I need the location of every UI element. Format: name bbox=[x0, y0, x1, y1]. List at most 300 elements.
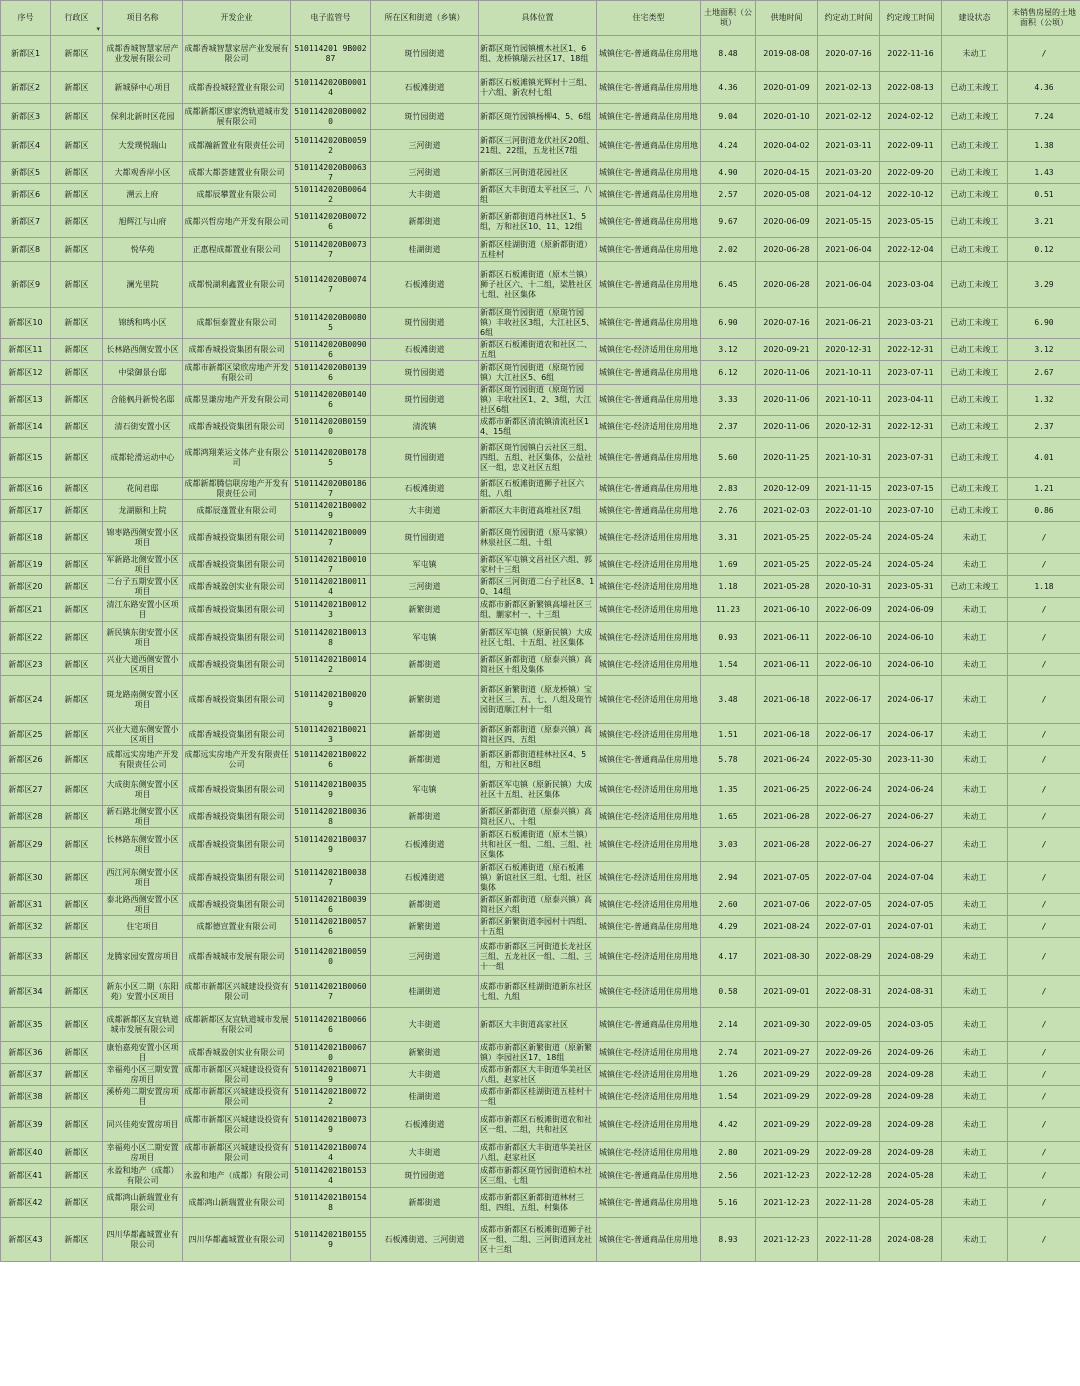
cell-land-area[interactable]: 5.78 bbox=[701, 746, 756, 774]
cell-supply-date[interactable]: 2021-09-30 bbox=[756, 1008, 818, 1042]
cell-housing-type[interactable]: 城镇住宅-普通商品住房用地 bbox=[597, 361, 701, 385]
cell-district[interactable]: 新都区 bbox=[51, 72, 103, 104]
cell-start-date[interactable]: 2022-05-24 bbox=[818, 554, 880, 576]
cell-start-date[interactable]: 2021-02-12 bbox=[818, 104, 880, 130]
cell-unsold-area[interactable]: 2.67 bbox=[1008, 361, 1080, 385]
cell-developer[interactable]: 成都瀚新置业有限责任公司 bbox=[183, 130, 291, 162]
cell-district[interactable]: 新都区 bbox=[51, 654, 103, 676]
cell-developer[interactable]: 成都香城投资集团有限公司 bbox=[183, 828, 291, 862]
cell-index[interactable]: 新都区5 bbox=[1, 162, 51, 184]
cell-unsold-area[interactable]: / bbox=[1008, 1142, 1080, 1164]
cell-start-date[interactable]: 2022-11-28 bbox=[818, 1218, 880, 1262]
cell-index[interactable]: 新都区36 bbox=[1, 1042, 51, 1064]
cell-status[interactable]: 已动工未竣工 bbox=[942, 385, 1008, 416]
cell-location[interactable]: 新都区石板滩街道（原木兰镇）共和社区一组、二组、三组、社区集体 bbox=[479, 828, 597, 862]
cell-housing-type[interactable]: 城镇住宅-经济适用住房用地 bbox=[597, 894, 701, 916]
cell-developer[interactable]: 成都香城投资集团有限公司 bbox=[183, 894, 291, 916]
cell-completion-date[interactable]: 2023-03-21 bbox=[880, 308, 942, 339]
cell-district[interactable]: 新都区 bbox=[51, 130, 103, 162]
cell-housing-type[interactable]: 城镇住宅-经济适用住房用地 bbox=[597, 1108, 701, 1142]
cell-start-date[interactable]: 2020-12-31 bbox=[818, 339, 880, 361]
cell-start-date[interactable]: 2022-06-10 bbox=[818, 654, 880, 676]
cell-supply-date[interactable]: 2020-09-21 bbox=[756, 339, 818, 361]
cell-project-name[interactable]: 保利北新时区花园 bbox=[103, 104, 183, 130]
cell-supervision-no[interactable]: 5101142021B00097 bbox=[291, 522, 371, 554]
cell-street[interactable]: 斑竹园街道 bbox=[371, 438, 479, 478]
cell-street[interactable]: 新都街道 bbox=[371, 894, 479, 916]
cell-location[interactable]: 新都区军屯镇文昌社区六组、郭家村十三组 bbox=[479, 554, 597, 576]
cell-district[interactable]: 新都区 bbox=[51, 206, 103, 238]
cell-supervision-no[interactable]: 5101142021B00142 bbox=[291, 654, 371, 676]
cell-supervision-no[interactable]: 5101142021B00226 bbox=[291, 746, 371, 774]
cell-supply-date[interactable]: 2021-06-18 bbox=[756, 724, 818, 746]
cell-index[interactable]: 新都区14 bbox=[1, 416, 51, 438]
cell-index[interactable]: 新都区21 bbox=[1, 598, 51, 622]
cell-completion-date[interactable]: 2024-09-26 bbox=[880, 1042, 942, 1064]
cell-start-date[interactable]: 2022-05-30 bbox=[818, 746, 880, 774]
cell-start-date[interactable]: 2021-05-15 bbox=[818, 206, 880, 238]
cell-street[interactable]: 新都街道 bbox=[371, 746, 479, 774]
cell-street[interactable]: 石板滩街道 bbox=[371, 339, 479, 361]
cell-land-area[interactable]: 6.90 bbox=[701, 308, 756, 339]
cell-completion-date[interactable]: 2024-08-31 bbox=[880, 976, 942, 1008]
cell-location[interactable]: 新都区斑竹园街道（原斑竹园镇）丰收社区3组，大江社区5、6组 bbox=[479, 308, 597, 339]
cell-developer[interactable]: 成都悦湖利鑫置业有限公司 bbox=[183, 262, 291, 308]
cell-unsold-area[interactable]: / bbox=[1008, 806, 1080, 828]
cell-supervision-no[interactable]: 5101142020B00642 bbox=[291, 184, 371, 206]
cell-district[interactable]: 新都区 bbox=[51, 746, 103, 774]
cell-index[interactable]: 新都区22 bbox=[1, 622, 51, 654]
cell-project-name[interactable]: 清石街安置小区 bbox=[103, 416, 183, 438]
cell-district[interactable]: 新都区 bbox=[51, 478, 103, 500]
cell-district[interactable]: 新都区 bbox=[51, 500, 103, 522]
cell-completion-date[interactable]: 2022-12-31 bbox=[880, 416, 942, 438]
cell-start-date[interactable]: 2021-11-15 bbox=[818, 478, 880, 500]
cell-district[interactable]: 新都区 bbox=[51, 262, 103, 308]
cell-completion-date[interactable]: 2023-04-11 bbox=[880, 385, 942, 416]
cell-supervision-no[interactable]: 5101142021B00359 bbox=[291, 774, 371, 806]
cell-land-area[interactable]: 4.90 bbox=[701, 162, 756, 184]
cell-supply-date[interactable]: 2021-06-24 bbox=[756, 746, 818, 774]
cell-housing-type[interactable]: 城镇住宅-经济适用住房用地 bbox=[597, 676, 701, 724]
cell-street[interactable]: 斑竹园街道 bbox=[371, 385, 479, 416]
cell-location[interactable]: 新都区大丰街道太平社区三、八组 bbox=[479, 184, 597, 206]
cell-land-area[interactable]: 3.03 bbox=[701, 828, 756, 862]
cell-location[interactable]: 新都区新繁街道李园村十四组、十五组 bbox=[479, 916, 597, 938]
cell-supervision-no[interactable]: 5101142021B00396 bbox=[291, 894, 371, 916]
cell-status[interactable]: 未动工 bbox=[942, 1142, 1008, 1164]
cell-location[interactable]: 新都区军屯镇（原新民镇）大成社区十五组、社区集体 bbox=[479, 774, 597, 806]
cell-street[interactable]: 斑竹园街道 bbox=[371, 104, 479, 130]
cell-district[interactable]: 新都区 bbox=[51, 976, 103, 1008]
cell-housing-type[interactable]: 城镇住宅-经济适用住房用地 bbox=[597, 1086, 701, 1108]
cell-project-name[interactable]: 幸福苑小区二期安置房项目 bbox=[103, 1142, 183, 1164]
cell-supervision-no[interactable]: 5101142021B00739 bbox=[291, 1108, 371, 1142]
col-header-developer[interactable]: 开发企业 bbox=[183, 1, 291, 36]
cell-location[interactable]: 新都区新都街道桂林社区4、5组，万和社区8组 bbox=[479, 746, 597, 774]
cell-location[interactable]: 新都区大丰街道高堆社区7组 bbox=[479, 500, 597, 522]
col-header-status[interactable]: 建设状态 bbox=[942, 1, 1008, 36]
cell-location[interactable]: 成都市新都区大丰街道华美社区八组、赵家社区 bbox=[479, 1064, 597, 1086]
cell-land-area[interactable]: 6.45 bbox=[701, 262, 756, 308]
cell-start-date[interactable]: 2022-06-17 bbox=[818, 676, 880, 724]
cell-start-date[interactable]: 2022-06-27 bbox=[818, 828, 880, 862]
cell-project-name[interactable]: 锦枣路西侧安置小区项目 bbox=[103, 522, 183, 554]
cell-start-date[interactable]: 2022-06-10 bbox=[818, 622, 880, 654]
cell-developer[interactable]: 成都市新都区兴城建设投资有限公司 bbox=[183, 976, 291, 1008]
cell-location[interactable]: 成都市新都区新繁镇高墙社区三组、蒯家村一、十三组 bbox=[479, 598, 597, 622]
cell-completion-date[interactable]: 2024-06-27 bbox=[880, 806, 942, 828]
cell-location[interactable]: 成都市新都区桂湖街道五桂村十一组 bbox=[479, 1086, 597, 1108]
cell-supervision-no[interactable]: 5101142020B01590 bbox=[291, 416, 371, 438]
cell-status[interactable]: 未动工 bbox=[942, 1008, 1008, 1042]
cell-supply-date[interactable]: 2020-07-16 bbox=[756, 308, 818, 339]
cell-index[interactable]: 新都区35 bbox=[1, 1008, 51, 1042]
cell-completion-date[interactable]: 2024-07-01 bbox=[880, 916, 942, 938]
col-header-index[interactable]: 序号 bbox=[1, 1, 51, 36]
cell-unsold-area[interactable]: / bbox=[1008, 828, 1080, 862]
cell-start-date[interactable]: 2021-06-21 bbox=[818, 308, 880, 339]
cell-completion-date[interactable]: 2022-10-12 bbox=[880, 184, 942, 206]
cell-location[interactable]: 新都区新都街道（原泰兴镇）高简社区四、五组 bbox=[479, 724, 597, 746]
cell-street[interactable]: 石板滩街道 bbox=[371, 72, 479, 104]
cell-housing-type[interactable]: 城镇住宅-经济适用住房用地 bbox=[597, 554, 701, 576]
cell-completion-date[interactable]: 2022-09-20 bbox=[880, 162, 942, 184]
cell-housing-type[interactable]: 城镇住宅-普通商品住房用地 bbox=[597, 184, 701, 206]
cell-supply-date[interactable]: 2020-11-06 bbox=[756, 416, 818, 438]
cell-location[interactable]: 新都区斑竹园街道（原马家镇）林泉社区二组、十组 bbox=[479, 522, 597, 554]
cell-status[interactable]: 已动工未竣工 bbox=[942, 361, 1008, 385]
cell-street[interactable]: 桂湖街道 bbox=[371, 238, 479, 262]
cell-start-date[interactable]: 2022-08-31 bbox=[818, 976, 880, 1008]
cell-unsold-area[interactable]: 2.37 bbox=[1008, 416, 1080, 438]
cell-unsold-area[interactable]: 4.36 bbox=[1008, 72, 1080, 104]
cell-district[interactable]: 新都区 bbox=[51, 676, 103, 724]
cell-district[interactable]: 新都区 bbox=[51, 622, 103, 654]
cell-location[interactable]: 新都区三河街道二台子社区8、10、14组 bbox=[479, 576, 597, 598]
cell-district[interactable]: 新都区 bbox=[51, 894, 103, 916]
cell-land-area[interactable]: 4.42 bbox=[701, 1108, 756, 1142]
cell-housing-type[interactable]: 城镇住宅-经济适用住房用地 bbox=[597, 576, 701, 598]
cell-district[interactable]: 新都区 bbox=[51, 828, 103, 862]
cell-location[interactable]: 新都区石板滩街道狮子社区六组、八组 bbox=[479, 478, 597, 500]
cell-unsold-area[interactable]: / bbox=[1008, 676, 1080, 724]
cell-project-name[interactable]: 成都远实房地产开发有限责任公司 bbox=[103, 746, 183, 774]
cell-developer[interactable]: 正惠程成都置业有限公司 bbox=[183, 238, 291, 262]
cell-district[interactable]: 新都区 bbox=[51, 308, 103, 339]
cell-start-date[interactable]: 2021-10-11 bbox=[818, 385, 880, 416]
cell-land-area[interactable]: 6.12 bbox=[701, 361, 756, 385]
cell-location[interactable]: 新都区石板滩街道（原木兰镇）狮子社区六、十二组，梁胜社区七组、社区集体 bbox=[479, 262, 597, 308]
cell-land-area[interactable]: 3.12 bbox=[701, 339, 756, 361]
cell-supply-date[interactable]: 2021-08-30 bbox=[756, 938, 818, 976]
cell-land-area[interactable]: 3.33 bbox=[701, 385, 756, 416]
cell-supervision-no[interactable]: 5101142021B00213 bbox=[291, 724, 371, 746]
cell-unsold-area[interactable]: / bbox=[1008, 1108, 1080, 1142]
cell-supply-date[interactable]: 2020-04-15 bbox=[756, 162, 818, 184]
cell-district[interactable]: 新都区 bbox=[51, 104, 103, 130]
cell-unsold-area[interactable]: 1.43 bbox=[1008, 162, 1080, 184]
cell-supply-date[interactable]: 2021-06-18 bbox=[756, 676, 818, 724]
cell-status[interactable]: 已动工未竣工 bbox=[942, 72, 1008, 104]
cell-completion-date[interactable]: 2023-03-04 bbox=[880, 262, 942, 308]
cell-street[interactable]: 石板滩街道 bbox=[371, 828, 479, 862]
cell-supervision-no[interactable]: 5101142021B00138 bbox=[291, 622, 371, 654]
cell-unsold-area[interactable]: / bbox=[1008, 724, 1080, 746]
cell-completion-date[interactable]: 2023-07-11 bbox=[880, 361, 942, 385]
cell-unsold-area[interactable]: / bbox=[1008, 1218, 1080, 1262]
cell-location[interactable]: 成都市新都区石板滩街道狮子社区一组、二组、三河街道回龙社区十三组 bbox=[479, 1218, 597, 1262]
cell-supervision-no[interactable]: 5101142021B01534 bbox=[291, 1164, 371, 1188]
cell-street[interactable]: 新繁街道 bbox=[371, 1042, 479, 1064]
cell-housing-type[interactable]: 城镇住宅-普通商品住房用地 bbox=[597, 1218, 701, 1262]
cell-supply-date[interactable]: 2021-05-25 bbox=[756, 522, 818, 554]
cell-developer[interactable]: 成都兴哲房地产开发有限公司 bbox=[183, 206, 291, 238]
cell-location[interactable]: 新都区新都街道肖林社区1、5组，万和社区10、11、12组 bbox=[479, 206, 597, 238]
cell-location[interactable]: 成都市新都区石板滩街道农和社区一组、二组，共和社区 bbox=[479, 1108, 597, 1142]
cell-district[interactable]: 新都区 bbox=[51, 1164, 103, 1188]
cell-street[interactable]: 石板滩街道 bbox=[371, 862, 479, 894]
cell-supervision-no[interactable]: 5101142020B00726 bbox=[291, 206, 371, 238]
col-header-supply-date[interactable]: 供地时间 bbox=[756, 1, 818, 36]
cell-index[interactable]: 新都区19 bbox=[1, 554, 51, 576]
cell-street[interactable]: 新都街道 bbox=[371, 1188, 479, 1218]
cell-district[interactable]: 新都区 bbox=[51, 438, 103, 478]
cell-unsold-area[interactable]: 0.51 bbox=[1008, 184, 1080, 206]
cell-project-name[interactable]: 兴业大道西侧安置小区项目 bbox=[103, 654, 183, 676]
cell-supply-date[interactable]: 2021-09-29 bbox=[756, 1108, 818, 1142]
cell-district[interactable]: 新都区 bbox=[51, 184, 103, 206]
cell-district[interactable]: 新都区 bbox=[51, 1064, 103, 1086]
cell-completion-date[interactable]: 2023-11-30 bbox=[880, 746, 942, 774]
cell-land-area[interactable]: 1.26 bbox=[701, 1064, 756, 1086]
cell-location[interactable]: 新都区斑竹园街道（原斑竹园镇）丰收社区1、2、3组，大江社区6组 bbox=[479, 385, 597, 416]
cell-status[interactable]: 已动工未竣工 bbox=[942, 206, 1008, 238]
col-header-start-date[interactable]: 约定动工时间 bbox=[818, 1, 880, 36]
cell-start-date[interactable]: 2022-09-28 bbox=[818, 1108, 880, 1142]
cell-location[interactable]: 成都市新都区大丰街道华美社区八组、赵家社区 bbox=[479, 1142, 597, 1164]
cell-developer[interactable]: 成都香城投资集团有限公司 bbox=[183, 862, 291, 894]
cell-district[interactable]: 新都区 bbox=[51, 1086, 103, 1108]
cell-completion-date[interactable]: 2024-07-05 bbox=[880, 894, 942, 916]
cell-developer[interactable]: 成都香城投资集团有限公司 bbox=[183, 522, 291, 554]
cell-project-name[interactable]: 新城驿中心项目 bbox=[103, 72, 183, 104]
cell-street[interactable]: 石板滩街道 bbox=[371, 1108, 479, 1142]
cell-supply-date[interactable]: 2021-06-11 bbox=[756, 622, 818, 654]
cell-index[interactable]: 新都区37 bbox=[1, 1064, 51, 1086]
cell-housing-type[interactable]: 城镇住宅-普通商品住房用地 bbox=[597, 1008, 701, 1042]
cell-developer[interactable]: 成都远实房地产开发有限责任公司 bbox=[183, 746, 291, 774]
cell-unsold-area[interactable]: / bbox=[1008, 1086, 1080, 1108]
cell-land-area[interactable]: 2.80 bbox=[701, 1142, 756, 1164]
cell-project-name[interactable]: 中梁御景台邸 bbox=[103, 361, 183, 385]
cell-housing-type[interactable]: 城镇住宅-经济适用住房用地 bbox=[597, 622, 701, 654]
cell-start-date[interactable]: 2020-07-16 bbox=[818, 36, 880, 72]
cell-housing-type[interactable]: 城镇住宅-经济适用住房用地 bbox=[597, 724, 701, 746]
cell-completion-date[interactable]: 2024-05-28 bbox=[880, 1164, 942, 1188]
cell-supervision-no[interactable]: 5101142021B00387 bbox=[291, 862, 371, 894]
cell-developer[interactable]: 成都香城投资集团有限公司 bbox=[183, 806, 291, 828]
cell-housing-type[interactable]: 城镇住宅-经济适用住房用地 bbox=[597, 938, 701, 976]
cell-start-date[interactable]: 2022-08-29 bbox=[818, 938, 880, 976]
cell-status[interactable]: 未动工 bbox=[942, 522, 1008, 554]
cell-supervision-no[interactable]: 5101142020B01867 bbox=[291, 478, 371, 500]
cell-street[interactable]: 斑竹园街道 bbox=[371, 522, 479, 554]
cell-index[interactable]: 新都区1 bbox=[1, 36, 51, 72]
cell-location[interactable]: 新都区新繁街道（原龙桥镇）宝文社区三、五、七、八组及斑竹园街道顺江村十一组 bbox=[479, 676, 597, 724]
cell-street[interactable]: 大丰街道 bbox=[371, 1064, 479, 1086]
cell-street[interactable]: 桂湖街道 bbox=[371, 1086, 479, 1108]
cell-housing-type[interactable]: 城镇住宅-经济适用住房用地 bbox=[597, 1042, 701, 1064]
cell-location[interactable]: 新都区石板滩镇光辉村十三组、十六组、新农村七组 bbox=[479, 72, 597, 104]
cell-supply-date[interactable]: 2021-06-28 bbox=[756, 828, 818, 862]
cell-completion-date[interactable]: 2024-06-09 bbox=[880, 598, 942, 622]
cell-housing-type[interactable]: 城镇住宅-普通商品住房用地 bbox=[597, 130, 701, 162]
cell-land-area[interactable]: 2.83 bbox=[701, 478, 756, 500]
cell-status[interactable]: 已动工未竣工 bbox=[942, 339, 1008, 361]
cell-supply-date[interactable]: 2021-09-29 bbox=[756, 1142, 818, 1164]
cell-housing-type[interactable]: 城镇住宅-经济适用住房用地 bbox=[597, 806, 701, 828]
cell-housing-type[interactable]: 城镇住宅-普通商品住房用地 bbox=[597, 916, 701, 938]
cell-developer[interactable]: 永盈和地产（成都）有限公司 bbox=[183, 1164, 291, 1188]
cell-land-area[interactable]: 3.31 bbox=[701, 522, 756, 554]
cell-index[interactable]: 新都区20 bbox=[1, 576, 51, 598]
cell-status[interactable]: 已动工未竣工 bbox=[942, 576, 1008, 598]
cell-location[interactable]: 新都区三河街道龙伏社区20组、21组、22组，五龙社区7组 bbox=[479, 130, 597, 162]
cell-district[interactable]: 新都区 bbox=[51, 724, 103, 746]
cell-location[interactable]: 成都市新都区斑竹园街道柏木社区三组、七组 bbox=[479, 1164, 597, 1188]
cell-status[interactable]: 已动工未竣工 bbox=[942, 308, 1008, 339]
cell-project-name[interactable]: 二台子五期安置小区项目 bbox=[103, 576, 183, 598]
cell-unsold-area[interactable]: / bbox=[1008, 554, 1080, 576]
cell-completion-date[interactable]: 2023-07-10 bbox=[880, 500, 942, 522]
cell-status[interactable]: 未动工 bbox=[942, 598, 1008, 622]
cell-status[interactable]: 未动工 bbox=[942, 774, 1008, 806]
cell-developer[interactable]: 成都鸿山新瑞置业有限公司 bbox=[183, 1188, 291, 1218]
cell-start-date[interactable]: 2022-09-28 bbox=[818, 1142, 880, 1164]
cell-housing-type[interactable]: 城镇住宅-经济适用住房用地 bbox=[597, 774, 701, 806]
cell-status[interactable]: 未动工 bbox=[942, 862, 1008, 894]
cell-housing-type[interactable]: 城镇住宅-普通商品住房用地 bbox=[597, 262, 701, 308]
cell-developer[interactable]: 成都香城投资集团有限公司 bbox=[183, 724, 291, 746]
cell-index[interactable]: 新都区28 bbox=[1, 806, 51, 828]
cell-location[interactable]: 成都市新都区新都街道林材三组、四组、五组、村集体 bbox=[479, 1188, 597, 1218]
cell-street[interactable]: 斑竹园街道 bbox=[371, 1164, 479, 1188]
cell-street[interactable]: 大丰街道 bbox=[371, 1142, 479, 1164]
cell-supply-date[interactable]: 2021-05-25 bbox=[756, 554, 818, 576]
cell-supply-date[interactable]: 2021-07-05 bbox=[756, 862, 818, 894]
cell-completion-date[interactable]: 2024-05-24 bbox=[880, 554, 942, 576]
cell-index[interactable]: 新都区6 bbox=[1, 184, 51, 206]
cell-supervision-no[interactable]: 5101142021B00607 bbox=[291, 976, 371, 1008]
cell-unsold-area[interactable]: / bbox=[1008, 862, 1080, 894]
cell-supply-date[interactable]: 2021-08-24 bbox=[756, 916, 818, 938]
cell-street[interactable]: 石板滩街道 bbox=[371, 262, 479, 308]
cell-unsold-area[interactable]: / bbox=[1008, 976, 1080, 1008]
cell-developer[interactable]: 成都恒泰置业有限公司 bbox=[183, 308, 291, 339]
cell-supervision-no[interactable]: 5101142020B00014 bbox=[291, 72, 371, 104]
cell-unsold-area[interactable]: / bbox=[1008, 938, 1080, 976]
cell-status[interactable]: 未动工 bbox=[942, 1108, 1008, 1142]
cell-housing-type[interactable]: 城镇住宅-经济适用住房用地 bbox=[597, 339, 701, 361]
cell-housing-type[interactable]: 城镇住宅-经济适用住房用地 bbox=[597, 1064, 701, 1086]
cell-housing-type[interactable]: 城镇住宅-经济适用住房用地 bbox=[597, 1142, 701, 1164]
cell-project-name[interactable]: 成都轮滑运动中心 bbox=[103, 438, 183, 478]
cell-unsold-area[interactable]: / bbox=[1008, 598, 1080, 622]
cell-project-name[interactable]: 大成街东侧安置小区项目 bbox=[103, 774, 183, 806]
cell-district[interactable]: 新都区 bbox=[51, 938, 103, 976]
cell-land-area[interactable]: 2.37 bbox=[701, 416, 756, 438]
cell-status[interactable]: 未动工 bbox=[942, 976, 1008, 1008]
cell-land-area[interactable]: 2.02 bbox=[701, 238, 756, 262]
cell-status[interactable]: 未动工 bbox=[942, 938, 1008, 976]
cell-supply-date[interactable]: 2020-06-28 bbox=[756, 262, 818, 308]
cell-project-name[interactable]: 龙湖颐和上院 bbox=[103, 500, 183, 522]
cell-supply-date[interactable]: 2021-06-28 bbox=[756, 806, 818, 828]
cell-start-date[interactable]: 2021-03-20 bbox=[818, 162, 880, 184]
cell-land-area[interactable]: 2.76 bbox=[701, 500, 756, 522]
cell-developer[interactable]: 成都香投城轻置业有限公司 bbox=[183, 72, 291, 104]
cell-index[interactable]: 新都区38 bbox=[1, 1086, 51, 1108]
cell-completion-date[interactable]: 2024-09-28 bbox=[880, 1064, 942, 1086]
col-header-district[interactable]: 行政区 ▾ bbox=[51, 1, 103, 36]
cell-start-date[interactable]: 2022-07-04 bbox=[818, 862, 880, 894]
cell-location[interactable]: 新都区新都街道（原泰兴镇）高简社区六组 bbox=[479, 894, 597, 916]
cell-index[interactable]: 新都区29 bbox=[1, 828, 51, 862]
cell-land-area[interactable]: 1.54 bbox=[701, 654, 756, 676]
cell-housing-type[interactable]: 城镇住宅-经济适用住房用地 bbox=[597, 598, 701, 622]
col-header-unsold-area[interactable]: 未销售房屋的土地面积（公顷） bbox=[1008, 1, 1080, 36]
cell-supervision-no[interactable]: 5101142021B00379 bbox=[291, 828, 371, 862]
cell-start-date[interactable]: 2022-01-10 bbox=[818, 500, 880, 522]
cell-supervision-no[interactable]: 5101142021B00114 bbox=[291, 576, 371, 598]
cell-developer[interactable]: 成都香城投资集团有限公司 bbox=[183, 554, 291, 576]
cell-supply-date[interactable]: 2021-09-27 bbox=[756, 1042, 818, 1064]
cell-street[interactable]: 斑竹园街道 bbox=[371, 36, 479, 72]
cell-developer[interactable]: 成都香城盈创实业有限公司 bbox=[183, 1042, 291, 1064]
cell-supervision-no[interactable]: 5101142021B00576 bbox=[291, 916, 371, 938]
cell-completion-date[interactable]: 2024-06-27 bbox=[880, 828, 942, 862]
cell-index[interactable]: 新都区41 bbox=[1, 1164, 51, 1188]
cell-supply-date[interactable]: 2020-06-28 bbox=[756, 238, 818, 262]
cell-street[interactable]: 三河街道 bbox=[371, 938, 479, 976]
cell-start-date[interactable]: 2022-09-28 bbox=[818, 1064, 880, 1086]
cell-supply-date[interactable]: 2020-04-02 bbox=[756, 130, 818, 162]
cell-unsold-area[interactable]: / bbox=[1008, 746, 1080, 774]
cell-developer[interactable]: 成都香城投资集团有限公司 bbox=[183, 339, 291, 361]
cell-supervision-no[interactable]: 5101142020B00747 bbox=[291, 262, 371, 308]
cell-project-name[interactable]: 旭辉江与山府 bbox=[103, 206, 183, 238]
cell-land-area[interactable]: 1.54 bbox=[701, 1086, 756, 1108]
cell-completion-date[interactable]: 2024-06-17 bbox=[880, 676, 942, 724]
cell-street[interactable]: 新繁街道 bbox=[371, 598, 479, 622]
cell-start-date[interactable]: 2021-10-31 bbox=[818, 438, 880, 478]
cell-status[interactable]: 未动工 bbox=[942, 676, 1008, 724]
cell-housing-type[interactable]: 城镇住宅-普通商品住房用地 bbox=[597, 438, 701, 478]
cell-unsold-area[interactable]: 1.18 bbox=[1008, 576, 1080, 598]
cell-location[interactable]: 成都市新都区三河街道长龙社区三组、五龙社区一组、二组、三十一组 bbox=[479, 938, 597, 976]
cell-supply-date[interactable]: 2021-06-11 bbox=[756, 654, 818, 676]
cell-status[interactable]: 已动工未竣工 bbox=[942, 500, 1008, 522]
cell-completion-date[interactable]: 2024-02-12 bbox=[880, 104, 942, 130]
cell-developer[interactable]: 成都市新都区梁欣房地产开发有限公司 bbox=[183, 361, 291, 385]
cell-housing-type[interactable]: 城镇住宅-普通商品住房用地 bbox=[597, 206, 701, 238]
cell-unsold-area[interactable]: 7.24 bbox=[1008, 104, 1080, 130]
cell-housing-type[interactable]: 城镇住宅-普通商品住房用地 bbox=[597, 385, 701, 416]
cell-developer[interactable]: 成都鸿翔莱运文体产业有限公司 bbox=[183, 438, 291, 478]
cell-street[interactable]: 新都街道 bbox=[371, 206, 479, 238]
cell-supply-date[interactable]: 2021-06-25 bbox=[756, 774, 818, 806]
